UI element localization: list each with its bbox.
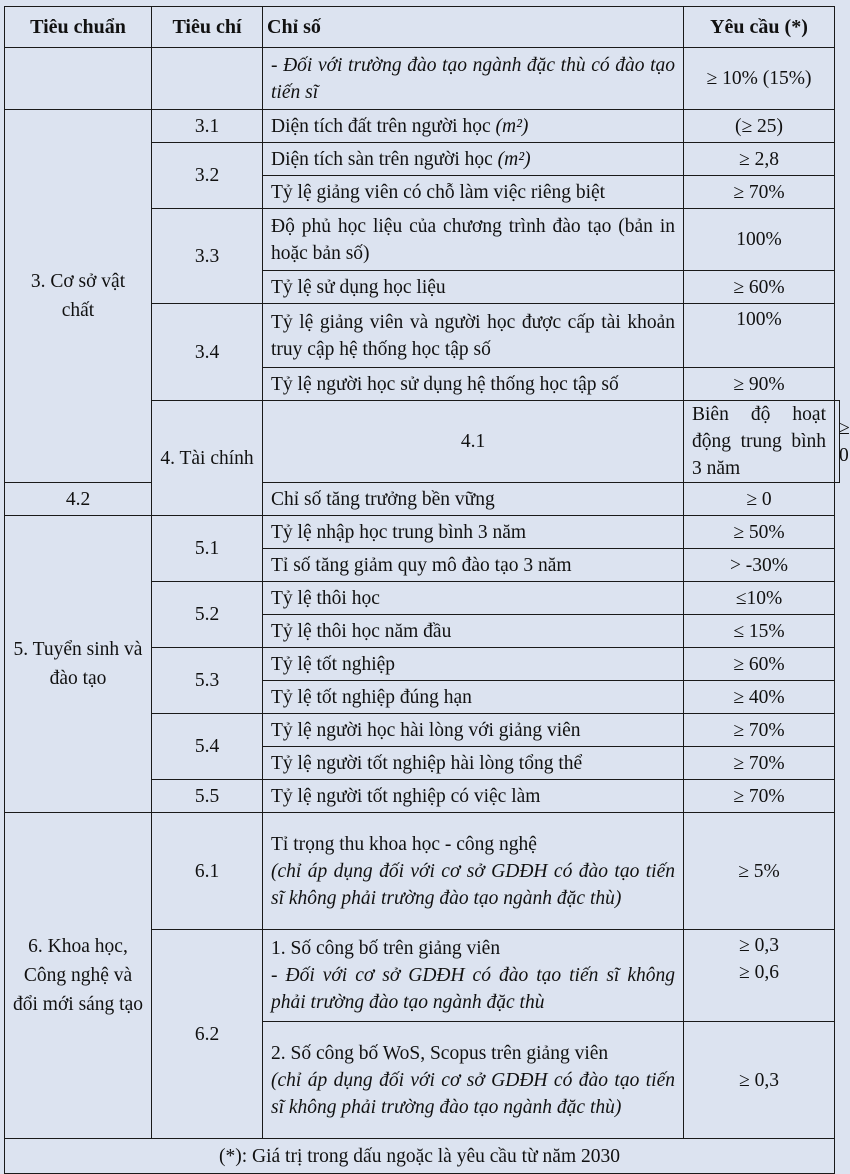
standard-cell-empty [5,48,152,110]
index-cell: Tỷ lệ người tốt nghiệp hài lòng tổng thể [263,747,684,780]
requirement-cell: ≥ 70% [684,747,835,780]
index-cell: Tỷ lệ thôi học năm đầu [263,615,684,648]
standard-6: 6. Khoa học, Công nghệ và đổi mới sáng tạo [5,813,152,1139]
index-text: 2. Số công bố WoS, Scopus trên giảng viên [271,1042,609,1064]
index-note: - Đối với cơ sở GDĐH có đào tạo tiến sĩ không phải trường đào tạo ngành đặc thù [271,965,675,1013]
criterion-5-4: 5.4 [152,714,263,780]
requirement-cell: ≥ 50% [684,516,835,549]
index-cell: Tỷ lệ người học hài lòng với giảng viên [263,714,684,747]
index-cell [263,813,684,930]
index-text: Tỉ trọng thu khoa học - công nghệ [271,833,537,855]
index-cell: Biên độ hoạt động trung bình 3 năm [684,401,835,483]
index-cell: Tỷ lệ giảng viên có chỗ làm việc riêng biệt [263,176,684,209]
standard-4: 4. Tài chính [152,401,263,516]
requirement-value: ≥ 0,3 [739,935,779,956]
requirement-cell: ≥ 0 [684,483,835,516]
index-cell: Tỷ lệ tốt nghiệp [263,648,684,681]
index-cell: - Đối với trường đào tạo ngành đặc thù có đào tạo tiến sĩ [263,48,684,110]
index-cell: Tỷ lệ tốt nghiệp đúng hạn [263,681,684,714]
requirement-cell: ≥ 0 [835,401,840,483]
criterion-6-2: 6.2 [152,930,263,1139]
requirement-cell: ≥ 0,3 [684,1022,835,1139]
index-text: Diện tích đất trên người học [271,115,491,137]
standards-table-container [4,6,850,1174]
header-requirement: Yêu cầu (*) [684,7,835,48]
table-row [5,516,840,549]
index-cell: Tỷ lệ sử dụng học liệu [263,271,684,304]
table-row [5,110,840,143]
index-cell: Tỉ số tăng giảm quy mô đào tạo 3 năm [263,549,684,582]
table-row [5,48,840,110]
criterion-4-1: 4.1 [263,401,684,483]
criterion-5-3: 5.3 [152,648,263,714]
requirement-cell [684,930,835,1022]
unit-text: (m²) [497,148,531,170]
unit-text: (m²) [495,115,529,137]
index-cell: Tỷ lệ giảng viên và người học được cấp tài khoản truy cập hệ thống học tập số [263,304,684,368]
index-cell: Độ phủ học liệu của chương trình đào tạo (bản in hoặc bản số) [263,209,684,271]
index-cell: Tỷ lệ người tốt nghiệp có việc làm [263,780,684,813]
requirement-cell: ≥ 70% [684,780,835,813]
criterion-6-1: 6.1 [152,813,263,930]
index-cell [263,143,684,176]
requirement-cell: ≥ 90% [684,368,835,401]
index-cell: Tỷ lệ nhập học trung bình 3 năm [263,516,684,549]
requirement-cell: 100% [684,304,835,368]
index-cell: Tỷ lệ thôi học [263,582,684,615]
criterion-3-1: 3.1 [152,110,263,143]
criterion-3-2: 3.2 [152,143,263,209]
index-cell [263,1022,684,1139]
requirement-cell: > -30% [684,549,835,582]
index-text: 1. Số công bố trên giảng viên [271,938,501,959]
criterion-3-4: 3.4 [152,304,263,401]
standard-5: 5. Tuyển sinh và đào tạo [5,516,152,813]
index-note: (chỉ áp dụng đối với cơ sở GDĐH có đào tạo tiến sĩ không phải trường đào tạo ngành đặc thù) [271,1069,675,1118]
requirement-value: ≥ 0,6 [739,962,779,983]
footnote: (*): Giá trị trong dấu ngoặc là yêu cầu từ năm 2030 [5,1139,835,1174]
criterion-4-2: 4.2 [5,483,152,516]
header-standard: Tiêu chuẩn [5,7,152,48]
requirement-cell: ≥ 70% [684,714,835,747]
requirement-cell: (≥ 25) [684,110,835,143]
standards-table [4,6,850,1174]
header-criterion: Tiêu chí [152,7,263,48]
table-row [5,483,840,516]
index-cell: Tỷ lệ người học sử dụng hệ thống học tập số [263,368,684,401]
requirement-cell: ≤ 15% [684,615,835,648]
table-row [5,813,840,930]
index-cell [263,110,684,143]
requirement-cell: ≥ 40% [684,681,835,714]
index-cell [263,930,684,1022]
criterion-3-3: 3.3 [152,209,263,304]
requirement-cell: ≥ 70% [684,176,835,209]
requirement-cell: ≥ 2,8 [684,143,835,176]
criterion-5-5: 5.5 [152,780,263,813]
header-index: Chỉ số [263,7,684,48]
requirement-cell: ≥ 60% [684,271,835,304]
index-cell: Chỉ số tăng trưởng bền vững [263,483,684,516]
header-row [5,7,840,48]
requirement-cell: ≤10% [684,582,835,615]
index-text: Diện tích sàn trên người học [271,148,493,170]
requirement-cell: 100% [684,209,835,271]
index-note: (chỉ áp dụng đối với cơ sở GDĐH có đào tạo tiến sĩ không phải trường đào tạo ngành đặc thù) [271,860,675,909]
requirement-cell: ≥ 60% [684,648,835,681]
criterion-5-1: 5.1 [152,516,263,582]
requirement-cell: ≥ 5% [684,813,835,930]
standard-3: 3. Cơ sở vật chất [5,110,152,483]
footnote-row [5,1139,840,1174]
criterion-cell-empty [152,48,263,110]
criterion-5-2: 5.2 [152,582,263,648]
requirement-cell: ≥ 10% (15%) [684,48,835,110]
